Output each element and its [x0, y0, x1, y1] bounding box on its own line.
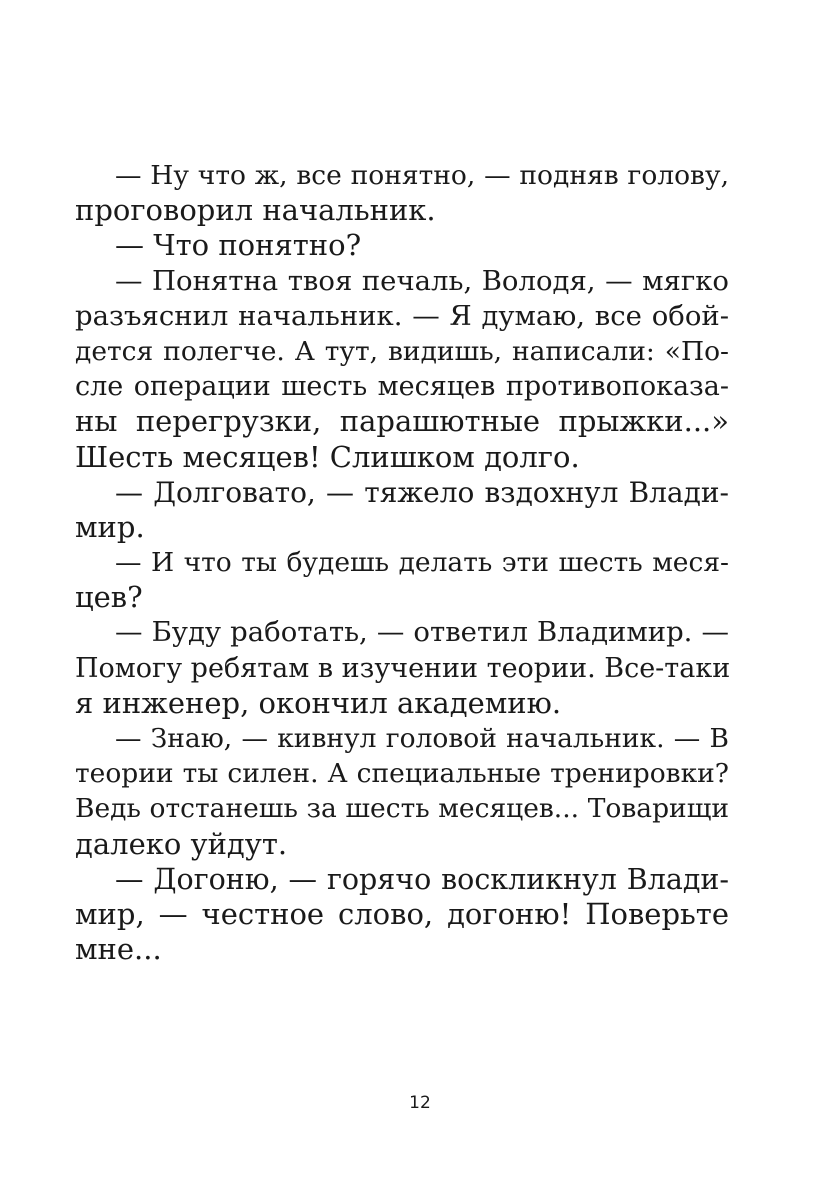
- text-line: мир, — честное слово, догоню! Поверьте: [75, 896, 729, 931]
- text-line: — Знаю, — кивнул головой начальник. — В: [115, 723, 729, 754]
- text-line: теории ты силен. А специальные тренировки?: [75, 758, 729, 790]
- text-line: — Догоню, — горячо воскликнул Влади-: [115, 862, 729, 896]
- text-line: Помогу ребятам в изучении теории. Все-таки: [75, 652, 731, 684]
- text-line: — Ну что ж, все понятно, — подняв голову,: [115, 160, 729, 191]
- text-line: — Долговато, — тяжело вздохнул Влади-: [115, 475, 729, 509]
- text-line: далеко уйдут.: [75, 826, 288, 861]
- paragraphs: [75, 158, 729, 967]
- paragraph: [75, 475, 729, 545]
- text-line: сле операции шесть месяцев противопоказа-: [75, 371, 729, 403]
- text-line: мне...: [75, 932, 162, 967]
- text-line: я инженер, окончил академию.: [75, 685, 562, 720]
- paragraph: [75, 862, 729, 968]
- text-line: мир.: [75, 509, 145, 544]
- book-page-text: [75, 158, 729, 967]
- text-line: — Что понятно?: [115, 228, 362, 263]
- text-line: — Буду работать, — ответил Владимир. —: [115, 616, 729, 649]
- text-line: цев?: [75, 580, 143, 615]
- paragraph: [75, 228, 729, 263]
- paragraph: [75, 545, 729, 615]
- paragraph: [75, 615, 729, 721]
- text-line: Шесть месяцев! Слишком долго.: [75, 439, 580, 474]
- text-line: Ведь отстанешь за шесть месяцев... Товарищи: [75, 793, 729, 825]
- paragraph: [75, 158, 729, 228]
- text-line: разъяснил начальник. — Я думаю, все обой-: [75, 299, 729, 332]
- text-line: — Понятна твоя печаль, Володя, — мягко: [115, 264, 729, 297]
- paragraph: [75, 264, 729, 475]
- text-line: проговорил начальник.: [75, 193, 436, 228]
- text-line: дется полегче. А тут, видишь, написали: «По-: [75, 335, 729, 367]
- page-number: 12: [409, 1093, 431, 1113]
- paragraph: [75, 721, 729, 862]
- text-line: ны перегрузки, парашютные прыжки...»: [75, 404, 729, 439]
- text-line: — И что ты будешь делать эти шесть меся-: [115, 547, 729, 579]
